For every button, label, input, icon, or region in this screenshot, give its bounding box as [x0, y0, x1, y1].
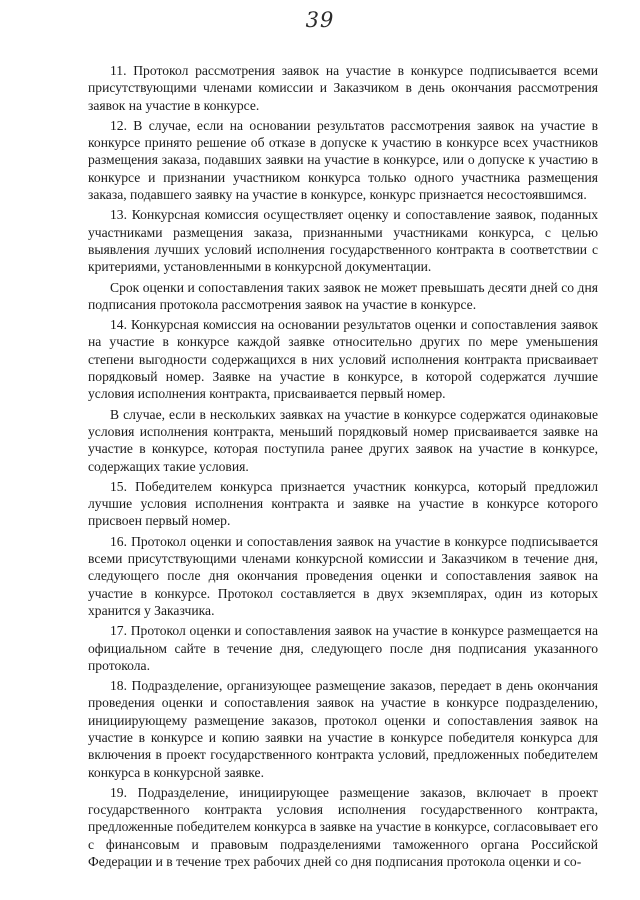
document-body: [88, 62, 598, 873]
page-number: 39: [305, 8, 335, 32]
paragraph-16: 16. Протокол оценки и сопоставления заявок на участие в конкурсе подписывается всеми присутствующими членами конкурсной комиссии и Заказчиком в течение дня, следующего после дня окончания проведения оценки и сопоставления заявок на участие в конкурсе. Протокол составляется в двух экземплярах, один из которых хранится у Заказчика.: [88, 533, 598, 618]
paragraph-15: 15. Победителем конкурса признается участник конкурса, который предложил лучшие условия исполнения контракта и заявке на участие в конкурсе которого присвоен первый номер.: [88, 478, 598, 529]
paragraph-14: 14. Конкурсная комиссия на основании результатов оценки и сопоставления заявок на участие в конкурсе каждой заявке относительно других по мере уменьшения степени выгодности содержащихся в них условий исполнения контракта присваивает порядковый номер. Заявке на участие в конкурсе, в которой содержатся лучшие условия исполнения контракта, присваивается первый номер.: [88, 317, 598, 402]
paragraph-19: 19. Подразделение, инициирующее размещение заказов, включает в проект государственного контракта условия исполнения государственного контракта, предложенные победителем конкурса в заявке на участие в конкурсе, согласовывает его с финансовым и правовым подразделениями таможенного органа Российской Федерации и в течение трех рабочих дней со дня подписания протокола оценки и со-: [88, 784, 598, 870]
paragraph-13-term: Срок оценки и сопоставления таких заявок не может превышать десяти дней со дня подписания протокола рассмотрения заявок на участие в конкурсе.: [88, 279, 598, 312]
paragraph-14-equal-conditions: В случае, если в нескольких заявках на участие в конкурсе содержатся одинаковые условия исполнения контракта, меньший порядковый номер присваивается заявке на участие в конкурсе, которая поступила ранее других заявок на участие в конкурсе, содержащих такие условия.: [88, 406, 598, 474]
paragraph-17: 17. Протокол оценки и сопоставления заявок на участие в конкурсе размещается на официальном сайте в течение дня, следующего после дня подписания указанного протокола.: [88, 623, 598, 673]
paragraph-11: 11. Протокол рассмотрения заявок на участие в конкурсе подписывается всеми присутствующими членами комиссии и Заказчиком в день окончания рассмотрения заявок на участие в конкурсе.: [88, 63, 598, 113]
paragraph-18: 18. Подразделение, организующее размещение заказов, передает в день окончания проведения оценки и сопоставления заявок на участие в конкурсе подразделению, инициирующему размещение заказов, протокол оценки и сопоставления заявок на участие в конкурсе и копию заявки на участие в конкурсе победителя конкурса для включения в проект государственного контракта условий, предложенных победителем конкурса в конкурсной заявке.: [88, 678, 598, 780]
paragraph-13: 13. Конкурсная комиссия осуществляет оценку и сопоставление заявок, поданных участниками размещения заказа, признанными участниками конкурса, с целью выявления лучших условий исполнения государственного контракта в соответствии с критериями, установленными в конкурсной документации.: [88, 207, 598, 275]
paragraph-12: 12. В случае, если на основании результатов рассмотрения заявок на участие в конкурсе принято решение об отказе в допуске к участию в конкурсе всех участников размещения заказа, подавших заявки на участие в конкурсе, или о допуске к участию в конкурсе и признании участником конкурса только одного участника размещения заказа, подавшего заявку на участие в конкурсе, конкурс признается несостоявшимся.: [88, 117, 598, 203]
